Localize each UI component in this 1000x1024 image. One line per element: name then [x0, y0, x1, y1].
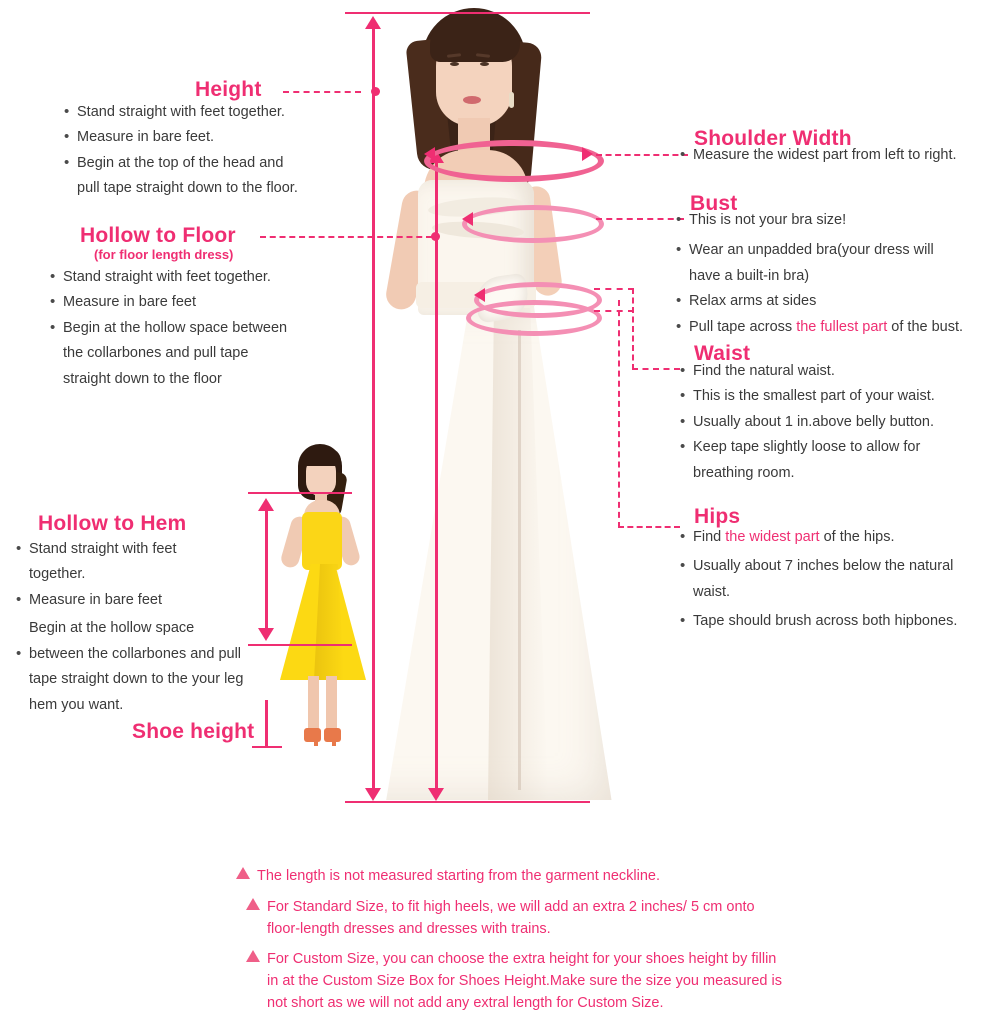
- bust-arrow-left-icon: [462, 212, 473, 226]
- shoe-height-cap-line: [252, 746, 282, 748]
- footnotes: [236, 866, 984, 1024]
- small-model-shoe-left: [304, 728, 321, 742]
- hth-bullet-3d: hem you want.: [29, 696, 124, 713]
- hips-bullet-1-emphasis: the widest part: [725, 529, 820, 545]
- bridal-model-photo: [368, 0, 623, 810]
- hth-bullet-2: • Measure in bare feet: [14, 589, 264, 611]
- small-model-dress-bodice: [302, 512, 342, 570]
- bust-bullet-4-emphasis: the fullest part: [796, 318, 888, 335]
- hips-heading: Hips: [694, 505, 741, 528]
- height-bullet-3: • Begin at the top of the head and: [62, 152, 362, 174]
- bust-heading: Bust: [690, 192, 738, 215]
- hollow-to-floor-heading: Hollow to Floor: [80, 224, 236, 247]
- warning-triangle-icon: [236, 867, 250, 879]
- waist-leader-vertical: [632, 288, 634, 370]
- footnote-1: [236, 866, 984, 888]
- waist-bullets: [678, 360, 998, 487]
- model-eye-left: [450, 62, 459, 66]
- hips-bullet-2: • Usually about 7 inches below the natural: [678, 555, 1000, 577]
- bust-bullet-4-post: of the bust.: [887, 318, 964, 335]
- hth-bullet-1: • Stand straight with feet: [14, 538, 264, 560]
- waist-bullet-1: • Find the natural waist.: [678, 360, 998, 382]
- bust-bullet-4-pre: Pull tape across: [689, 318, 797, 335]
- height-bottom-cap-line: [345, 801, 590, 803]
- waist-bullet-3: • Usually about 1 in.above belly button.: [678, 411, 998, 433]
- footnote-3-line-1: For Custom Size, you can choose the extra height for your shoes height by fillin: [267, 951, 777, 968]
- shoe-height-measure-line: [265, 700, 268, 746]
- bust-bullet-2: • Wear an unpadded bra(your dress will: [674, 239, 1000, 261]
- shoulder-bullet-1: • Measure the widest part from left to right.: [678, 144, 998, 166]
- yellow-dress-model-photo: [268, 438, 378, 758]
- shoe-height-heading: Shoe height: [132, 720, 255, 743]
- footnote-3-line-3: not short as we will not add any extral length for Custom Size.: [267, 994, 664, 1011]
- height-top-cap-line: [345, 12, 590, 14]
- height-bullet-2: • Measure in bare feet.: [62, 126, 362, 148]
- hollow-to-floor-subheading: (for floor length dress): [94, 247, 234, 262]
- bust-measure-band: [462, 205, 604, 243]
- waist-bullet-4: • Keep tape slightly loose to allow for: [678, 436, 998, 458]
- height-bullet-1: • Stand straight with feet together.: [62, 101, 362, 123]
- footnote-2: [246, 897, 984, 941]
- model-earring: [509, 92, 514, 108]
- height-heading: Height: [195, 78, 262, 101]
- waist-heading: Waist: [694, 342, 751, 365]
- hth-bullet-1b: together.: [29, 566, 86, 583]
- model-eye-right: [480, 62, 489, 66]
- hollow-hem-top-cap: [248, 492, 352, 494]
- bust-leader-line: [596, 218, 684, 220]
- hollow-floor-dot: [431, 232, 440, 241]
- hth-bullet-3c: tape straight down to the your leg: [29, 671, 244, 688]
- bust-bullet-1: • This is not your bra size!: [674, 209, 1000, 231]
- htf-bullet-3: • Begin at the hollow space between: [48, 317, 358, 339]
- hips-bullet-1: [678, 526, 1000, 548]
- small-model-heel-right: [332, 730, 336, 746]
- hips-bullet-2b: waist.: [693, 583, 731, 600]
- htf-bullet-2: • Measure in bare feet: [48, 291, 358, 313]
- footnote-2-line-1: For Standard Size, to fit high heels, we will add an extra 2 inches/ 5 cm onto: [267, 898, 755, 915]
- hth-bullet-3a: Begin at the hollow space: [29, 620, 195, 637]
- waist-arrow-left-icon: [474, 288, 485, 302]
- hollow-to-hem-heading: Hollow to Hem: [38, 512, 187, 535]
- waist-leader-top: [594, 288, 634, 290]
- shoulder-leader-line: [596, 154, 688, 156]
- waist-bullet-2: • This is the smallest part of your waist.: [678, 385, 998, 407]
- warning-triangle-icon: [246, 950, 260, 962]
- htf-bullet-3c: straight down to the floor: [63, 370, 222, 387]
- shoulder-arrow-right-icon: [582, 147, 593, 161]
- hollow-floor-arrow-down-icon: [428, 788, 444, 801]
- height-bullet-3b: pull tape straight down to the floor.: [77, 180, 298, 197]
- footnote-1-line-1: The length is not measured starting from the garment neckline.: [257, 868, 660, 884]
- waist-measure-band-2: [466, 300, 602, 336]
- model-skirt-seam: [518, 330, 521, 790]
- shoulder-width-heading: Shoulder Width: [694, 127, 852, 150]
- htf-bullet-1: • Stand straight with feet together.: [48, 266, 358, 288]
- warning-triangle-icon: [246, 898, 260, 910]
- hollow-to-hem-bullets: [14, 538, 264, 719]
- small-model-leg-left: [308, 676, 319, 732]
- shoulder-width-bullets: [678, 144, 998, 169]
- height-leader-line: [283, 91, 361, 93]
- htf-bullet-3b: the collarbones and pull tape: [63, 345, 249, 362]
- hips-leader-vertical: [618, 300, 620, 528]
- height-measure-line: [372, 28, 375, 788]
- hth-bullet-3b: • between the collarbones and pull: [14, 643, 264, 665]
- hollow-floor-leader-line: [260, 236, 432, 238]
- hips-bullets: [678, 526, 1000, 636]
- small-model-fringe: [301, 448, 341, 466]
- hips-bullet-1-pre: Find: [693, 529, 726, 545]
- waist-leader-mid: [594, 310, 634, 312]
- footnote-2-line-2: floor-length dresses and dresses with trains.: [267, 920, 551, 937]
- hollow-to-floor-bullets: [48, 266, 358, 393]
- waist-leader-bottom: [632, 368, 680, 370]
- hollow-floor-measure-line: [435, 162, 438, 788]
- bust-bullet-3: • Relax arms at sides: [674, 290, 1000, 312]
- bust-bullet-4: [674, 316, 1000, 338]
- height-arrow-down-icon: [365, 788, 381, 801]
- shoulder-arrow-left-icon: [424, 147, 435, 161]
- hips-bullet-3: • Tape should brush across both hipbones.: [678, 610, 1000, 632]
- small-model-leg-right: [326, 676, 337, 732]
- height-top-dot: [371, 87, 380, 96]
- shoulder-measure-band: [424, 140, 604, 182]
- hips-leader-line: [618, 526, 680, 528]
- footnote-3-line-2: in at the Custom Size Box for Shoes Height.Make sure the size you measured is: [267, 973, 782, 989]
- bust-bullet-2b: have a built-in bra): [689, 267, 810, 284]
- small-model-heel-left: [314, 730, 318, 746]
- height-bullets: [62, 101, 362, 203]
- waist-bullet-4b: breathing room.: [693, 464, 795, 481]
- hollow-hem-measure-line: [265, 510, 268, 628]
- footnote-3: [246, 949, 984, 1014]
- hips-bullet-1-post: of the hips.: [819, 529, 895, 545]
- model-lips: [463, 96, 481, 104]
- bust-bullets: [674, 209, 1000, 341]
